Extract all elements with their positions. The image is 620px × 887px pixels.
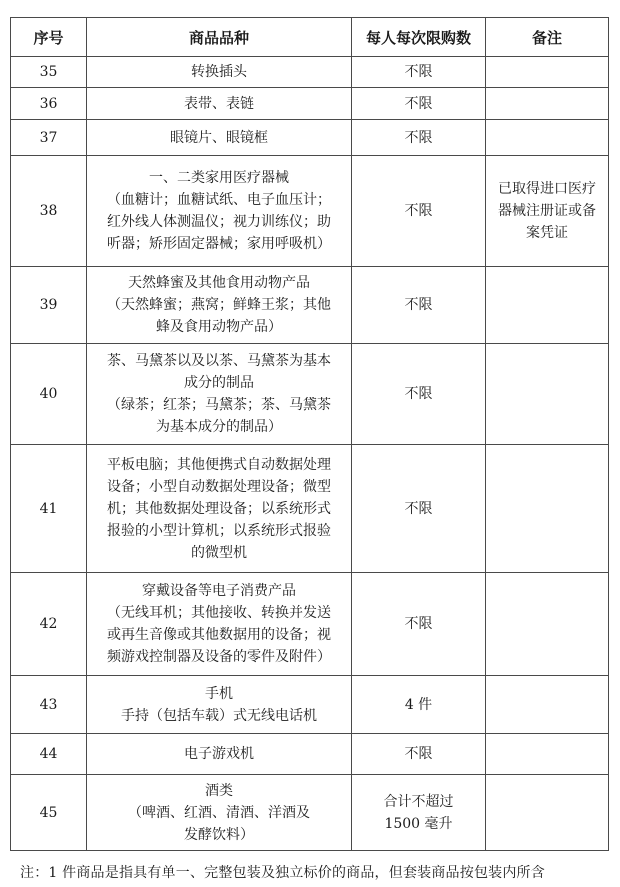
name-line: （血糖计；血糖试纸、电子血压计； xyxy=(107,192,331,208)
cell-no xyxy=(11,775,87,851)
cell-limit xyxy=(352,775,486,851)
cell-name xyxy=(87,88,352,120)
header-no: 序号 xyxy=(11,18,87,57)
cell-note xyxy=(486,775,609,851)
purchase-limit-table xyxy=(10,17,609,851)
limit-line: 不限 xyxy=(404,297,433,313)
note-line: 案凭证 xyxy=(526,225,568,241)
name-line: 一、二类家用医疗器械 xyxy=(149,170,289,186)
table-row xyxy=(11,775,609,851)
cell-note xyxy=(486,156,609,267)
name-line: 设备；小型自动数据处理设备；微型 xyxy=(107,478,331,495)
limit-line: 4 件 xyxy=(404,696,433,713)
limit-line: 不限 xyxy=(404,203,433,219)
cell-limit xyxy=(352,344,486,445)
cell-limit xyxy=(352,734,486,775)
cell-limit xyxy=(352,57,486,88)
cell-name xyxy=(87,734,352,775)
cell-name xyxy=(87,120,352,156)
row-number: 42 xyxy=(39,616,58,632)
name-line: 手机 xyxy=(205,685,233,702)
table-row xyxy=(11,344,609,445)
name-line: 茶、马黛茶以及以茶、马黛茶为基本 xyxy=(107,353,331,369)
name-line: 电子游戏机 xyxy=(184,746,254,762)
name-line: （天然蜂蜜；燕窝；鲜蜂王浆；其他 xyxy=(107,297,331,313)
cell-name xyxy=(87,775,352,851)
table-body xyxy=(11,57,609,851)
row-number: 35 xyxy=(39,64,58,80)
header-row xyxy=(11,18,609,57)
table-row xyxy=(11,734,609,775)
table-row xyxy=(11,573,609,676)
name-line: 平板电脑；其他便携式自动数据处理 xyxy=(107,456,331,473)
cell-no xyxy=(11,573,87,676)
name-line: 转换插头 xyxy=(191,64,247,80)
cell-note xyxy=(486,573,609,676)
row-number: 39 xyxy=(39,297,58,313)
cell-limit xyxy=(352,120,486,156)
table-row xyxy=(11,120,609,156)
name-line: 或再生音像或其他数据用的设备；视 xyxy=(107,627,331,643)
cell-name xyxy=(87,573,352,676)
name-line: （啤酒、红酒、清酒、洋酒及 xyxy=(128,804,310,821)
row-number: 40 xyxy=(39,386,58,402)
cell-no xyxy=(11,120,87,156)
limit-line: 不限 xyxy=(404,616,433,632)
cell-name xyxy=(87,676,352,734)
name-line: 机；其他数据处理设备；以系统形式 xyxy=(107,500,331,517)
name-line: 眼镜片、眼镜框 xyxy=(170,129,268,146)
cell-name xyxy=(87,57,352,88)
cell-limit xyxy=(352,445,486,573)
name-line: 为基本成分的制品） xyxy=(156,419,282,435)
name-line: 发酵饮料） xyxy=(184,826,254,843)
row-number: 45 xyxy=(39,804,58,821)
name-line: 的微型机 xyxy=(191,544,247,561)
name-line: 表带、表链 xyxy=(184,95,254,112)
cell-no xyxy=(11,445,87,573)
cell-limit xyxy=(352,88,486,120)
name-line: （无线耳机；其他接收、转换并发送 xyxy=(107,605,331,621)
row-number: 41 xyxy=(39,500,58,517)
name-line: 红外线人体测温仪；视力训练仪；助 xyxy=(107,214,331,230)
name-line: 穿戴设备等电子消费产品 xyxy=(142,583,296,599)
cell-no xyxy=(11,734,87,775)
cell-name xyxy=(87,445,352,573)
cell-limit xyxy=(352,573,486,676)
limit-line: 不限 xyxy=(404,500,433,517)
cell-no xyxy=(11,88,87,120)
row-number: 36 xyxy=(39,95,58,112)
cell-no xyxy=(11,156,87,267)
table-row xyxy=(11,57,609,88)
cell-note xyxy=(486,88,609,120)
cell-name xyxy=(87,344,352,445)
name-line: 频游戏控制器及设备的零件及附件） xyxy=(107,649,331,665)
limit-line: 不限 xyxy=(404,64,433,80)
cell-no xyxy=(11,344,87,445)
name-line: 成分的制品 xyxy=(184,375,254,391)
limit-line: 1500 毫升 xyxy=(384,815,453,832)
header-limit: 每人每次限购数 xyxy=(352,18,486,57)
name-line: 手持（包括车载）式无线电话机 xyxy=(121,707,317,724)
header-name: 商品品种 xyxy=(87,18,352,57)
name-line: 天然蜂蜜及其他食用动物产品 xyxy=(128,275,310,291)
limit-line: 合计不超过 xyxy=(383,793,454,810)
row-number: 43 xyxy=(39,696,58,713)
cell-name xyxy=(87,156,352,267)
limit-line: 不限 xyxy=(404,746,433,762)
cell-note xyxy=(486,120,609,156)
table-row xyxy=(11,676,609,734)
name-line: 听器；矫形固定器械；家用呼吸机） xyxy=(107,236,331,252)
cell-note xyxy=(486,676,609,734)
cell-limit xyxy=(352,156,486,267)
cell-note xyxy=(486,445,609,573)
table-row xyxy=(11,445,609,573)
table-row xyxy=(11,88,609,120)
note-line: 器械注册证或备 xyxy=(498,203,596,219)
row-number: 44 xyxy=(39,746,58,762)
cell-no xyxy=(11,57,87,88)
header-note: 备注 xyxy=(486,18,609,57)
cell-no xyxy=(11,676,87,734)
cell-note xyxy=(486,267,609,344)
cell-name xyxy=(87,267,352,344)
limit-line: 不限 xyxy=(404,129,433,146)
cell-note xyxy=(486,734,609,775)
row-number: 37 xyxy=(39,129,58,146)
name-line: 报验的小型计算机；以系统形式报验 xyxy=(107,522,331,539)
note-line: 已取得进口医疗 xyxy=(498,181,596,197)
name-line: 蜂及食用动物产品） xyxy=(156,319,282,335)
table-row xyxy=(11,267,609,344)
footnote: 注：1 件商品是指具有单一、完整包装及独立标价的商品，但套装商品按包装内所含 xyxy=(20,865,545,881)
cell-limit xyxy=(352,267,486,344)
cell-note xyxy=(486,57,609,88)
limit-line: 不限 xyxy=(404,386,433,402)
cell-no xyxy=(11,267,87,344)
limit-line: 不限 xyxy=(404,95,433,112)
name-line: 酒类 xyxy=(205,782,233,799)
row-number: 38 xyxy=(39,203,58,219)
table-row xyxy=(11,156,609,267)
cell-limit xyxy=(352,676,486,734)
cell-note xyxy=(486,344,609,445)
name-line: （绿茶；红茶；马黛茶；茶、马黛茶 xyxy=(107,397,331,413)
